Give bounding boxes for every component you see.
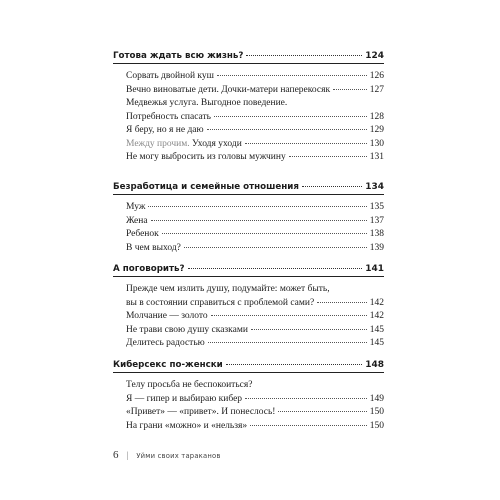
leader-dots bbox=[333, 89, 367, 90]
toc-entry[interactable] bbox=[126, 70, 384, 84]
entry-page: 137 bbox=[369, 215, 384, 226]
leader-dots bbox=[208, 342, 367, 343]
section-heading[interactable] bbox=[113, 359, 384, 373]
toc-entry[interactable] bbox=[126, 215, 384, 229]
entry-page: 149 bbox=[369, 393, 384, 404]
entry-title-line: Я — гипер и выбираю кибер bbox=[126, 393, 243, 404]
entry-title-line: вы в состоянии справиться с проблемой сами? bbox=[126, 297, 315, 308]
entry-title: «Привет» — «привет». И понеслось! bbox=[126, 407, 276, 417]
section-heading[interactable] bbox=[113, 181, 384, 195]
entry-title: Не могу выбросить из головы мужчину bbox=[126, 152, 286, 162]
entry-title: Муж bbox=[126, 202, 146, 212]
leader-dots bbox=[184, 247, 367, 248]
entry-title: Я беру, но я не даю bbox=[126, 125, 204, 135]
entry-title-line: Потребность спасать bbox=[126, 111, 212, 122]
entry-page: 128 bbox=[369, 111, 384, 122]
toc-entry[interactable] bbox=[126, 97, 384, 124]
entry-page: 129 bbox=[369, 125, 384, 135]
entry-page: 139 bbox=[369, 242, 384, 253]
entry-title: Жена bbox=[126, 215, 148, 226]
toc-entry[interactable] bbox=[126, 242, 384, 256]
entry-title: Сорвать двойной куш bbox=[126, 71, 214, 81]
entry-page: 145 bbox=[369, 338, 384, 348]
entry-page: 145 bbox=[369, 324, 384, 335]
leader-dots bbox=[162, 233, 367, 234]
entry-page: 138 bbox=[369, 229, 384, 239]
section-title: Безработица и семейные отношения bbox=[113, 182, 299, 192]
entry-page: 126 bbox=[369, 71, 384, 81]
table-of-contents bbox=[113, 50, 384, 433]
entry-title: Уходя уходи bbox=[192, 138, 242, 149]
leader-dots bbox=[207, 129, 367, 130]
toc-entry[interactable] bbox=[126, 283, 384, 310]
section-heading[interactable] bbox=[113, 50, 384, 64]
entry-title: В чем выход? bbox=[126, 242, 181, 253]
toc-entry[interactable] bbox=[126, 379, 384, 406]
leader-dots bbox=[151, 220, 367, 221]
toc-entry[interactable] bbox=[126, 228, 384, 242]
toc-entry[interactable] bbox=[126, 84, 384, 98]
page-number: 6 bbox=[113, 449, 119, 461]
toc-entry[interactable] bbox=[126, 406, 384, 420]
entry-page: 127 bbox=[369, 84, 384, 95]
leader-dots bbox=[188, 268, 363, 269]
section-title: Готова ждать всю жизнь? bbox=[113, 51, 244, 61]
toc-section bbox=[113, 181, 384, 263]
toc-entry[interactable] bbox=[126, 124, 384, 138]
entry-title: Делитесь радостью bbox=[126, 338, 205, 348]
toc-entry[interactable] bbox=[126, 201, 384, 215]
leader-dots bbox=[148, 206, 366, 207]
leader-dots bbox=[317, 302, 367, 303]
entry-title: Ребенок bbox=[126, 229, 159, 239]
entry-title: Вечно виноватые дети. Дочки-матери наперекосяк bbox=[126, 84, 331, 95]
entry-page: 150 bbox=[369, 420, 384, 431]
entry-page: 135 bbox=[369, 202, 384, 212]
leader-dots bbox=[245, 143, 367, 144]
footer-separator: | bbox=[126, 450, 129, 460]
entry-page: 142 bbox=[369, 311, 384, 321]
entry-title: Не трави свою душу сказками bbox=[126, 324, 248, 335]
entry-title: Молчание — золото bbox=[126, 311, 208, 321]
leader-dots bbox=[250, 425, 367, 426]
leader-dots bbox=[211, 315, 367, 316]
entry-page: 131 bbox=[369, 152, 384, 162]
toc-entry[interactable] bbox=[126, 310, 384, 324]
leader-dots bbox=[214, 116, 367, 117]
leader-dots bbox=[278, 411, 366, 412]
leader-dots bbox=[251, 329, 367, 330]
leader-dots bbox=[246, 55, 362, 56]
leader-dots bbox=[245, 398, 367, 399]
entry-title-line: Медвежья услуга. Выгодное поведение. bbox=[126, 98, 288, 108]
section-title: Киберсекс по-женски bbox=[113, 360, 223, 370]
running-title: Уйми своих тараканов bbox=[136, 452, 221, 460]
entry-page: 150 bbox=[369, 407, 384, 417]
entry-title: На грани «можно» и «нельзя» bbox=[126, 420, 248, 431]
leader-dots bbox=[289, 156, 367, 157]
section-page: 141 bbox=[365, 264, 384, 274]
toc-entry[interactable] bbox=[126, 151, 384, 165]
entry-title-line: Телу просьба не беспокоиться? bbox=[126, 380, 253, 390]
leader-dots bbox=[217, 75, 367, 76]
section-page: 134 bbox=[365, 182, 384, 192]
entry-page: 130 bbox=[369, 138, 384, 149]
section-page: 148 bbox=[365, 360, 384, 370]
toc-entry[interactable] bbox=[126, 420, 384, 434]
toc-section bbox=[113, 50, 384, 181]
section-title: А поговорить? bbox=[113, 264, 185, 274]
toc-entry[interactable] bbox=[126, 337, 384, 351]
page-footer bbox=[113, 449, 221, 461]
entry-page: 142 bbox=[369, 297, 384, 308]
toc-section bbox=[113, 359, 384, 433]
section-heading[interactable] bbox=[113, 263, 384, 277]
toc-entry[interactable] bbox=[126, 138, 384, 152]
entry-title-muted: Между прочим. bbox=[126, 138, 193, 149]
entry-title-line: Прежде чем излить душу, подумайте: может быть, bbox=[126, 284, 330, 294]
section-page: 124 bbox=[365, 51, 384, 61]
leader-dots bbox=[302, 186, 362, 187]
toc-section bbox=[113, 263, 384, 359]
toc-entry[interactable] bbox=[126, 324, 384, 338]
leader-dots bbox=[226, 364, 362, 365]
